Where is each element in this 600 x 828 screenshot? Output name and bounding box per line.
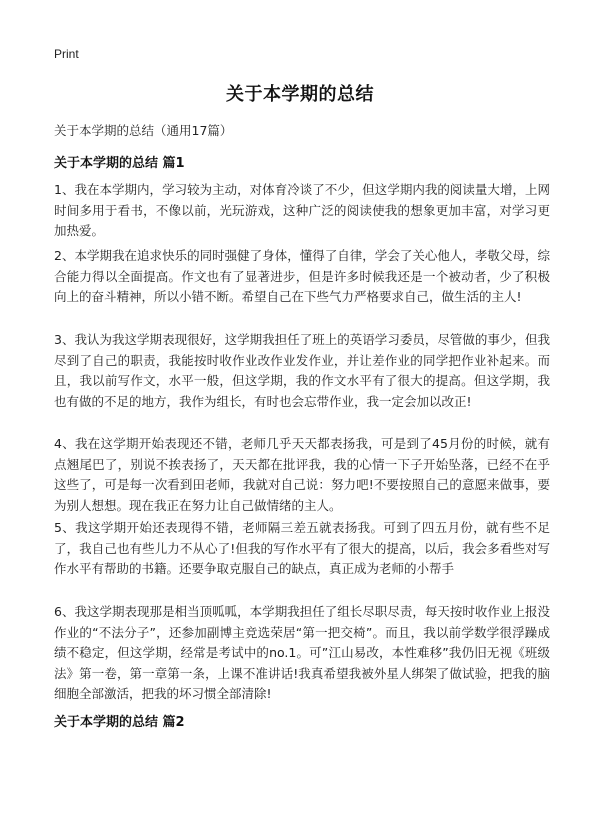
section-heading-1: 关于本学期的总结 篇1 [54, 156, 185, 171]
paragraph-3: 3、我认为我这学期表现很好，这学期我担任了班上的英语学习委员，尽管做的事少，但我尽到了自己的职责，我能按时收作业改作业发作业，并让差作业的同学把作业补起来。而且，我以前写作文，水平一般，但这学期，我的作文水平有了很大的提高。但这学期，我也有做的不足的地方，我作为组长，有时也会忘带作业，我一定会加以改正! [54, 332, 550, 409]
section-heading-2: 关于本学期的总结 篇2 [54, 715, 185, 730]
paragraph-4: 4、我在这学期开始表现还不错，老师几乎天天都表扬我，可是到了45月份的时候，就有点翘尾巴了，别说不挨表扬了，天天都在批评我，我的心情一下子开始坠落，已经不在乎这些了，可是每一次看到田老师，我就对自己说：努力吧!不要按照自己的意愿来做事，要为别人想想。现在我正在努力让自己做情绪的主人。 [54, 436, 550, 513]
paragraph-1: 1、我在本学期内，学习较为主动，对体育冷谈了不少，但这学期内我的阅读量大增，上网时间多用于看书，不像以前，光玩游戏，这种广泛的阅读使我的想象更加丰富，对学习更加热爱。 [54, 182, 550, 238]
paragraph-2: 2、本学期我在追求快乐的同时强健了身体，懂得了自律，学会了关心他人，孝敬父母，综合能力得以全面提高。作文也有了显著进步，但是许多时候我还是一个被动者，少了积极向上的奋斗精神，所以小错不断。希望自己在下些气力严格要求自己，做生活的主人! [54, 248, 550, 304]
document-subtitle: 关于本学期的总结（通用17篇） [54, 123, 233, 138]
paragraph-5: 5、我这学期开始还表现得不错，老师隔三差五就表扬我。可到了四五月份，就有些不足了，我自己也有些儿力不从心了!但我的写作水平有了很大的提高，以后，我会多看些对写作水平有帮助的书籍。还要争取克服自己的缺点，真正成为老师的小帮手 [54, 520, 550, 576]
document-title: 关于本学期的总结 [226, 84, 374, 105]
print-label: Print [54, 47, 79, 61]
paragraph-6: 6、我这学期表现那是相当顶呱呱，本学期我担任了组长尽职尽责，每天按时收作业上报没作业的“不法分子”，还参加副博主竞选荣居“第一把交椅”。而且，我以前学数学很浮躁成绩不稳定，但这学期，经常是考试中的no.1。可”江山易改，本性难移”我仍旧无视《班级法》第一卷，第一章第一条，上课不准讲话!我真希望我被外星人绑架了做试验，把我的脑细胞全部激活，把我的坏习惯全部清除! [54, 604, 550, 701]
